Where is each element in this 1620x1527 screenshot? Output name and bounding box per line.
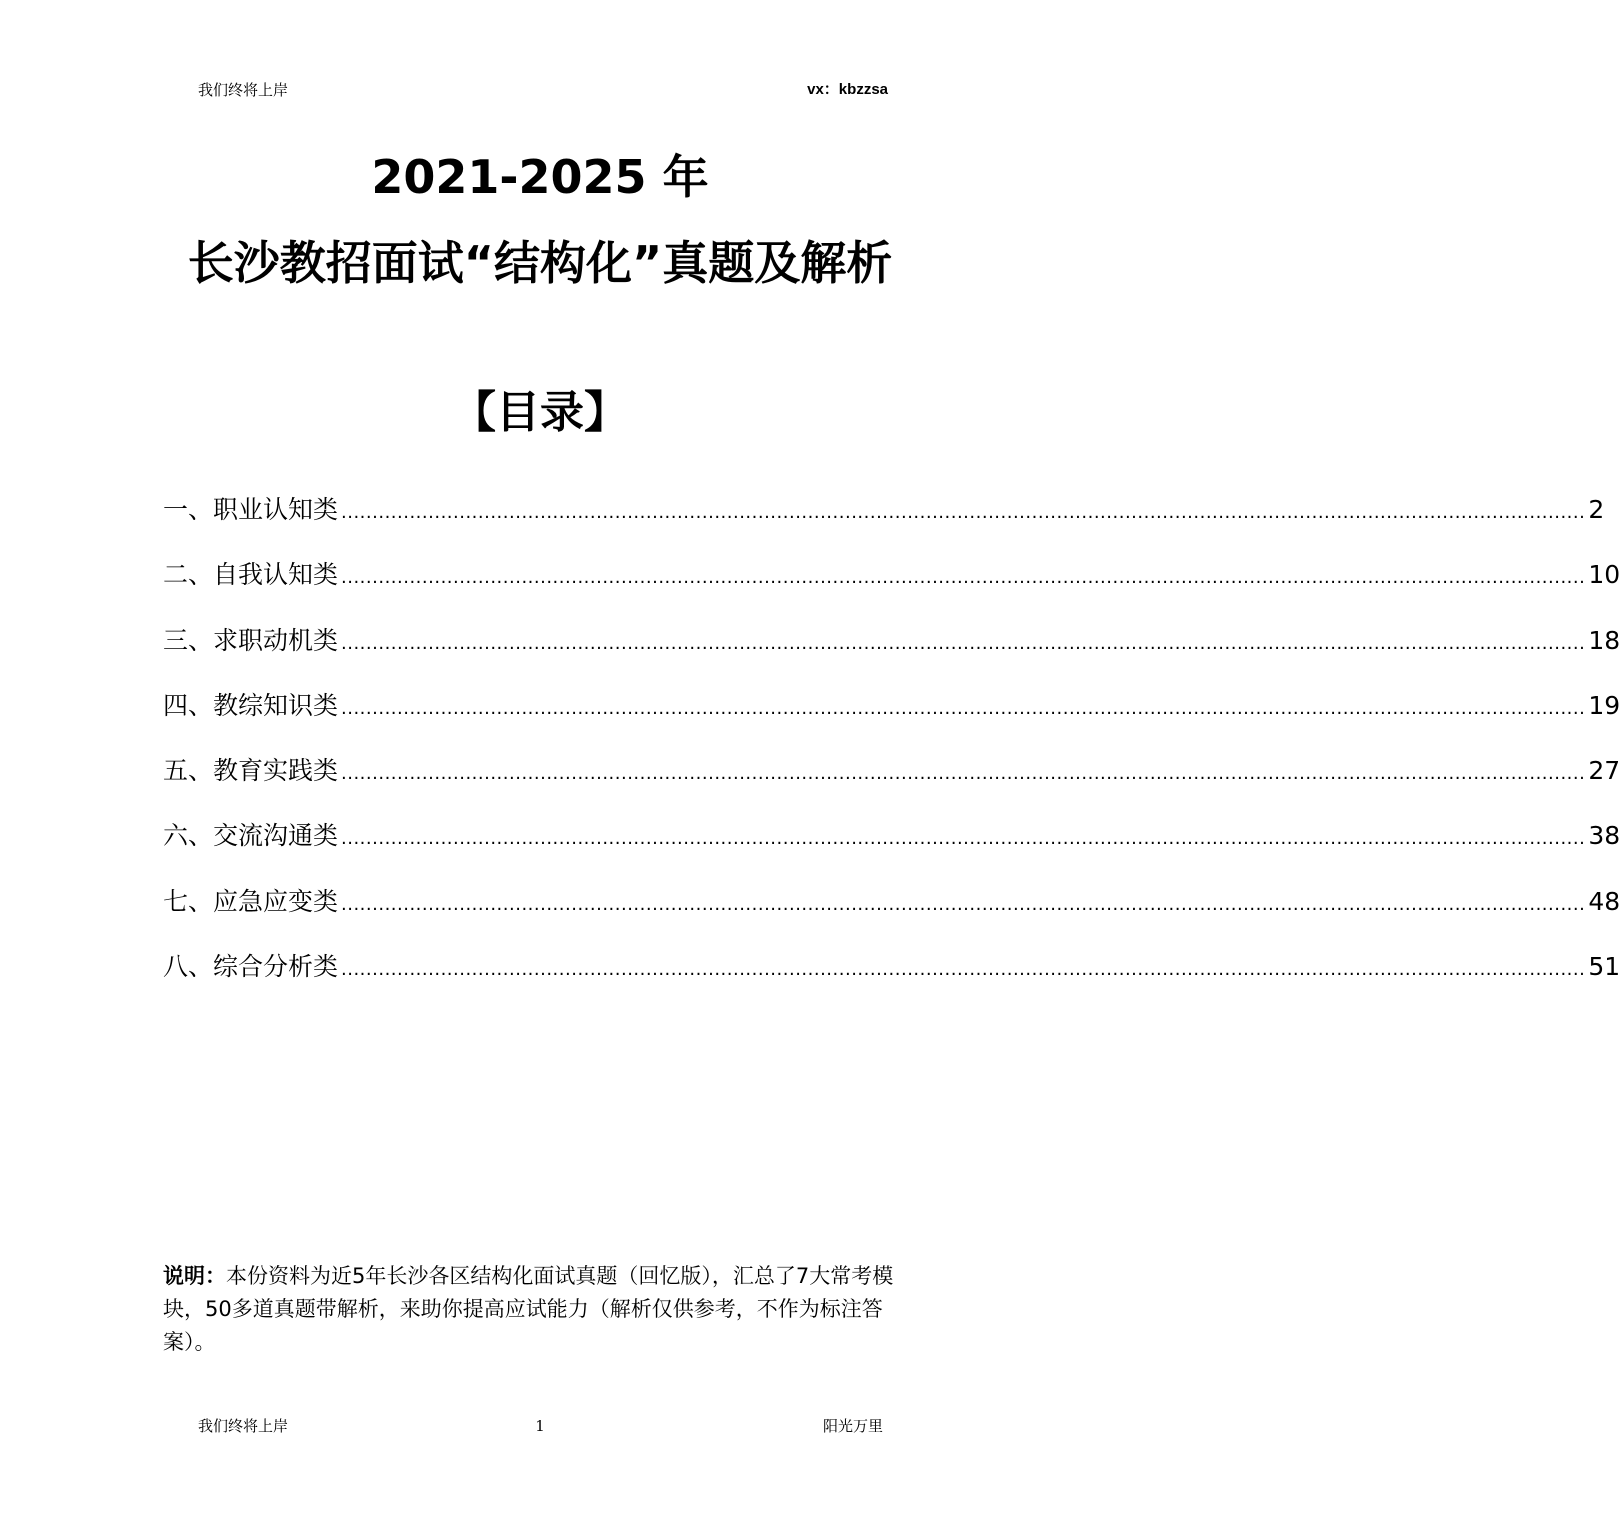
toc-entry[interactable] [163, 816, 1620, 881]
toc-entry-page: 27 [1588, 756, 1620, 786]
toc-entry-page: 48 [1588, 886, 1620, 916]
toc-entry-page: 18 [1588, 625, 1620, 655]
toc-dot-leader: ........................................................................................................................................................................................................ [341, 828, 1586, 850]
toc-entry[interactable] [163, 490, 1605, 555]
toc-dot-leader: ........................................................................................................................................................................................................ [341, 763, 1586, 785]
toc-entry-label: 一、职业认知类 [163, 495, 339, 524]
toc-entry-label: 七、应急应变类 [163, 886, 339, 916]
toc-heading: 【目录】 [452, 387, 628, 438]
footer-right-text: 阳光万里 [822, 1417, 883, 1435]
toc-entry-label: 二、自我认知类 [163, 560, 339, 590]
toc-dot-leader: ........................................................................................................................................................................................................ [341, 893, 1586, 915]
toc-entry-page: 19 [1588, 690, 1620, 720]
toc-entry-page: 10 [1588, 560, 1620, 590]
toc-dot-leader: ........................................................................................................................................................................................................ [341, 632, 1586, 654]
toc-entry[interactable] [163, 947, 1620, 1012]
footer-page-number: 1 [535, 1417, 545, 1435]
toc-entry-page: 51 [1588, 952, 1620, 982]
header-right-text: vx：kbzzsa [807, 81, 888, 98]
toc-dot-leader: ........................................................................................................................................................................................................ [341, 959, 1586, 981]
toc-entry-label: 四、教综知识类 [163, 690, 339, 720]
toc-entry-page: 38 [1588, 821, 1620, 851]
toc-entry-label: 六、交流沟通类 [163, 821, 339, 851]
toc-entry[interactable] [163, 882, 1620, 947]
table-of-contents [163, 490, 1620, 1012]
toc-entry[interactable] [163, 621, 1620, 686]
footer-left-text: 我们终将上岸 [198, 1417, 289, 1435]
document-title-line1: 2021-2025 年 [371, 150, 709, 204]
toc-dot-leader: ........................................................................................................................................................................................................ [341, 567, 1586, 589]
toc-entry-label: 八、综合分析类 [163, 952, 339, 982]
explanation-note [163, 1260, 917, 1359]
toc-dot-leader: ........................................................................................................................................................................................................ [341, 697, 1586, 719]
explanation-text: 本份资料为近5年长沙各区结构化面试真题（回忆版），汇总了7大常考模块，50多道真题带解析，来助你提高应试能力（解析仅供参考，不作为标注答案）。 [163, 1264, 894, 1354]
document-title-line2: 长沙教招面试“结构化”真题及解析 [187, 236, 893, 290]
toc-entry-page: 2 [1588, 495, 1605, 524]
toc-entry-label: 三、求职动机类 [163, 625, 339, 655]
toc-entry[interactable] [163, 751, 1620, 816]
explanation-label: 说明： [163, 1264, 226, 1288]
header-left-text: 我们终将上岸 [198, 81, 289, 99]
toc-entry[interactable] [163, 555, 1620, 620]
toc-entry[interactable] [163, 686, 1620, 751]
toc-dot-leader: ........................................................................................................................................................................................................ [341, 502, 1586, 523]
toc-entry-label: 五、教育实践类 [163, 756, 339, 786]
